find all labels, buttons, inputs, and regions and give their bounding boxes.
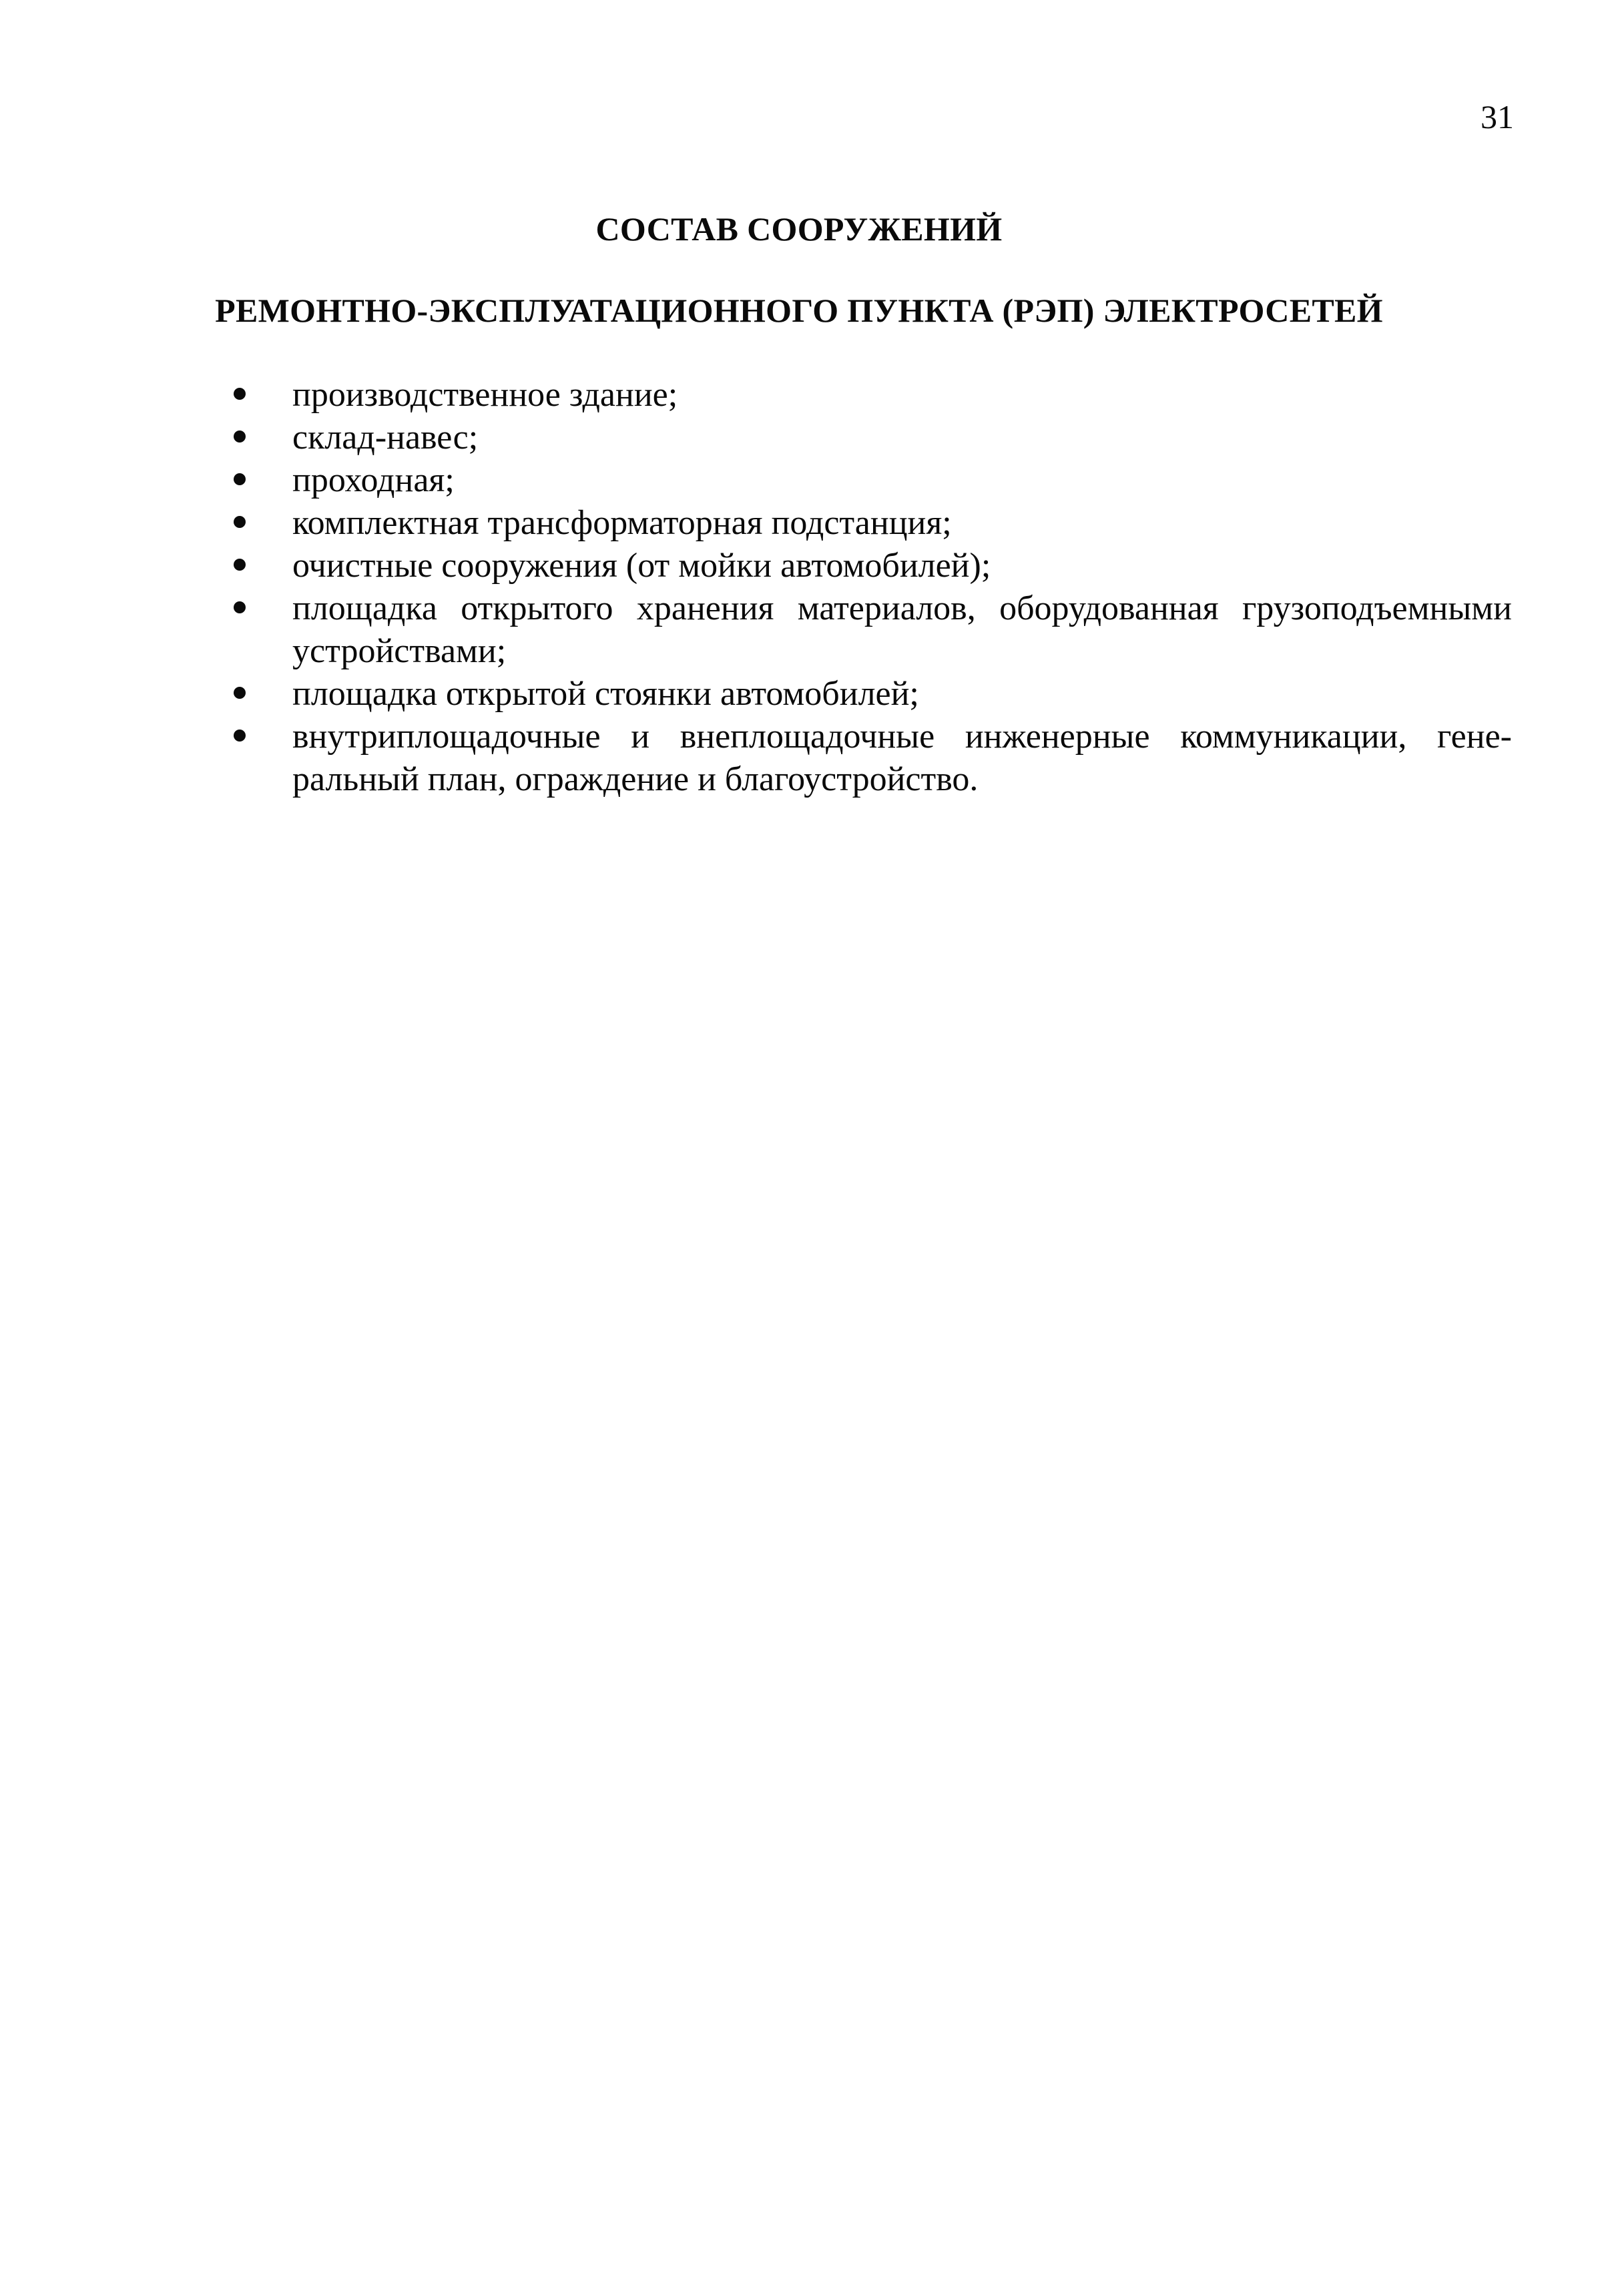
list-item [220, 545, 1512, 587]
list-item [220, 502, 1512, 545]
bullet-icon [234, 473, 246, 485]
document-title: СОСТАВ СООРУЖЕНИЙ [595, 210, 1003, 248]
page-number: 31 [1481, 98, 1514, 135]
list-item [220, 587, 1512, 673]
list-item [220, 715, 1512, 801]
bullet-icon [234, 601, 246, 613]
document-subtitle: РЕМОНТНО-ЭКСПЛУАТАЦИОННОГО ПУНКТА (РЭП) ЭЛЕКТРОСЕТЕЙ [215, 292, 1383, 329]
list-item-text: проходная; [292, 461, 455, 499]
list-item-text: производственное здание; [292, 376, 678, 414]
bullet-icon [234, 431, 246, 443]
list-item [220, 374, 1512, 416]
list-item-text: склад-навес; [292, 418, 479, 457]
bullet-icon [234, 730, 246, 742]
list-item [220, 416, 1512, 459]
bullet-icon [234, 516, 246, 528]
list-item [220, 459, 1512, 502]
list-item-text: очистные сооружения (от мойки автомобилей); [292, 547, 991, 585]
list-item-text: площадка открытой стоянки автомобилей; [292, 675, 919, 713]
bullet-icon [234, 559, 246, 571]
bullet-icon [234, 687, 246, 699]
bullet-icon [234, 388, 246, 400]
list-item [220, 673, 1512, 715]
list-item-text: комплектная трансформаторная подстанция; [292, 504, 952, 542]
list-item-text: внутриплощадочные и внеплощадочные инженерные коммуникации, генеральный план, ограждение и благоустройство. [292, 718, 1512, 798]
facilities-list [220, 374, 1512, 801]
list-item-text: площадка открытого хранения материалов, оборудованная грузоподъемными устройствами; [292, 589, 1512, 670]
